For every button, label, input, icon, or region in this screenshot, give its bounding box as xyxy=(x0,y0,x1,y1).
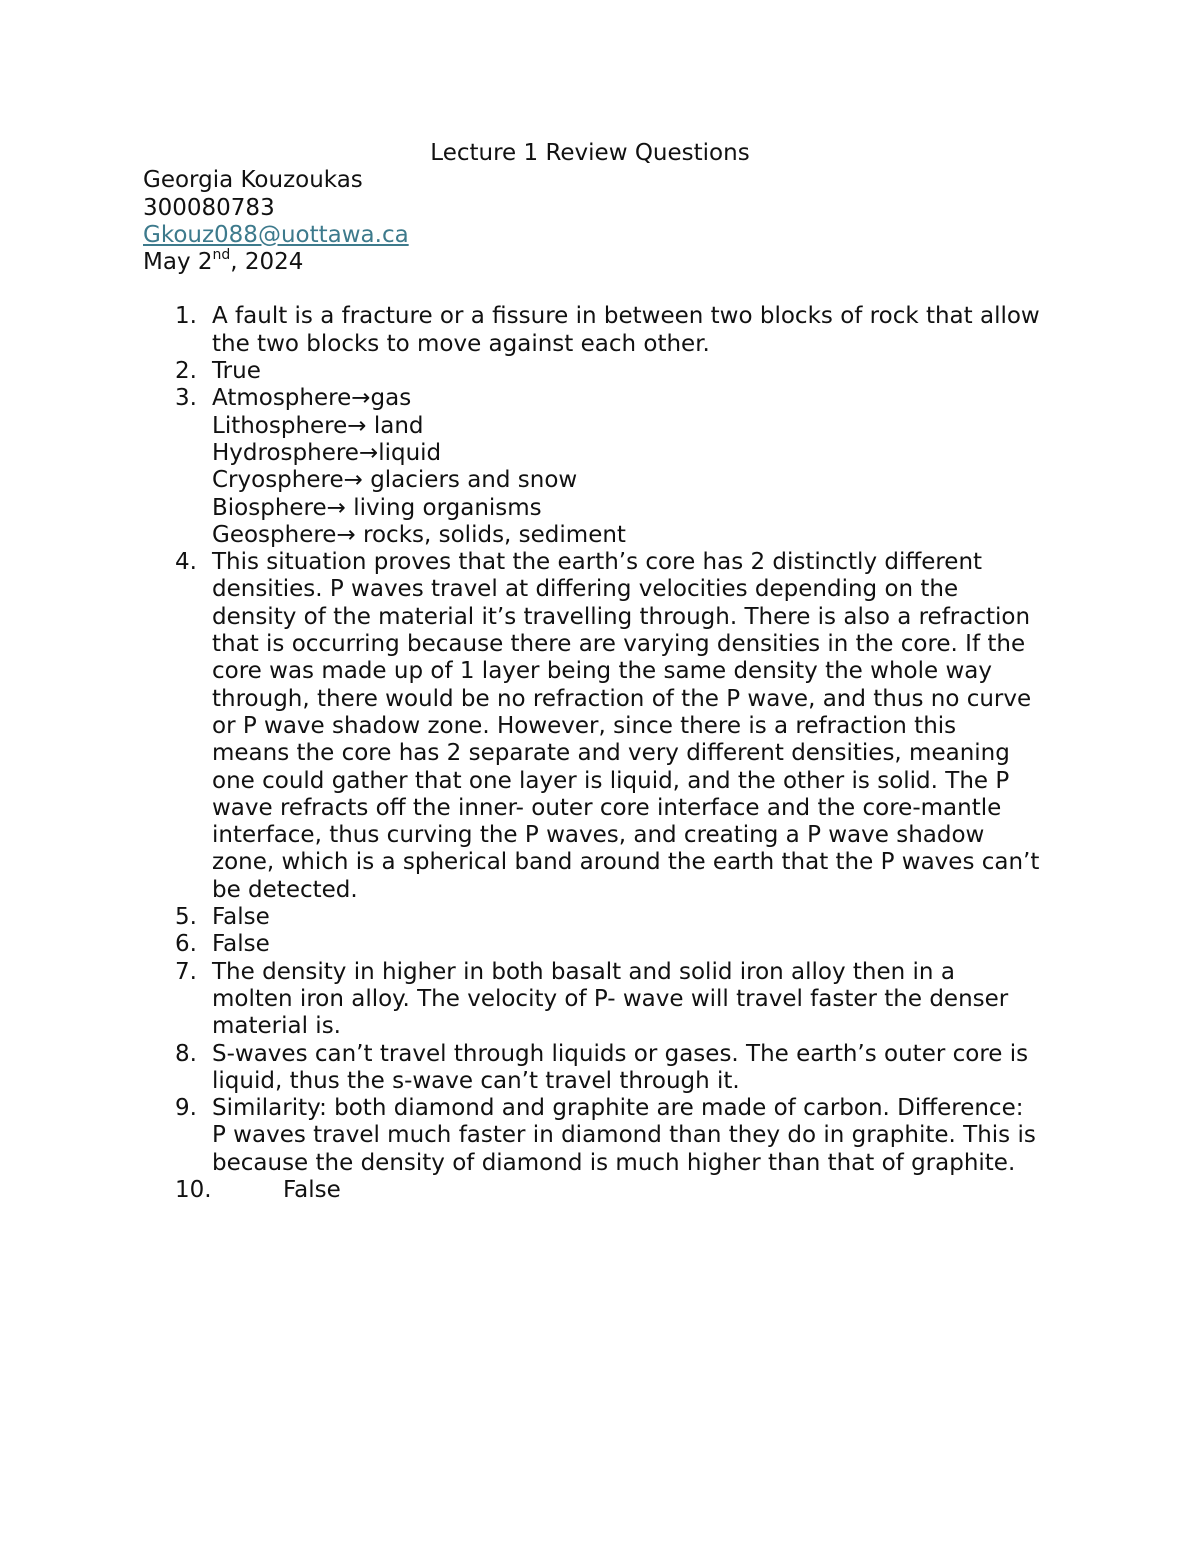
answer-number: 9. xyxy=(175,1095,197,1122)
answer-line: through, there would be no refraction of the P wave, and thus no curve xyxy=(212,685,1032,712)
answer-text xyxy=(212,549,1063,904)
answer-text xyxy=(212,1095,1063,1177)
student-name: Georgia Kouzoukas xyxy=(143,167,363,194)
answer-number: 10. xyxy=(175,1176,212,1203)
answer-item xyxy=(143,358,1063,385)
answer-line: or P wave shadow zone. However, since there is a refraction this xyxy=(212,712,957,739)
answer-line: Hydrosphere→liquid xyxy=(212,439,442,466)
answer-line: liquid, thus the s-wave can’t travel through it. xyxy=(212,1067,740,1094)
answer-text xyxy=(212,1041,1063,1096)
answer-line: Cryosphere→ glaciers and snow xyxy=(212,467,578,494)
email-link[interactable]: Gkouz088@uottawa.ca xyxy=(143,221,409,248)
student-number: 300080783 xyxy=(143,194,275,221)
document-page xyxy=(143,140,1063,1204)
answer-item xyxy=(143,959,1063,1041)
answer-line: the two blocks to move against each other. xyxy=(212,330,710,357)
answer-item xyxy=(143,931,1063,958)
answer-line: Geosphere→ rocks, solids, sediment xyxy=(212,521,626,548)
answer-line: Similarity: both diamond and graphite are made of carbon. Difference: xyxy=(212,1095,1024,1122)
answer-text xyxy=(212,1177,1063,1204)
document-title: Lecture 1 Review Questions xyxy=(430,140,750,166)
answer-number: 6. xyxy=(175,931,197,958)
answer-line: False xyxy=(212,904,270,931)
answer-line: Biosphere→ living organisms xyxy=(212,494,542,521)
answer-text xyxy=(212,358,1063,385)
answer-number: 5. xyxy=(175,904,197,931)
answer-text xyxy=(212,904,1063,931)
answer-line: density of the material it’s travelling through. There is also a refraction xyxy=(212,603,1031,630)
answer-item xyxy=(143,1095,1063,1177)
answer-line: Lithosphere→ land xyxy=(212,412,424,439)
answer-line: molten iron alloy. The velocity of P- wave will travel faster the denser xyxy=(212,985,1009,1012)
answer-line: This situation proves that the earth’s core has 2 distinctly different xyxy=(212,549,983,576)
answer-text xyxy=(212,931,1063,958)
answer-line: True xyxy=(212,358,261,385)
date-superscript: nd xyxy=(212,246,231,263)
answer-number: 1. xyxy=(175,303,197,330)
answer-line: because the density of diamond is much higher than that of graphite. xyxy=(212,1149,1016,1176)
answer-item xyxy=(143,303,1063,358)
answer-number: 7. xyxy=(175,958,197,985)
answer-line: S-waves can’t travel through liquids or gases. The earth’s outer core is xyxy=(212,1040,1029,1067)
answer-text xyxy=(212,385,1063,549)
answer-item xyxy=(143,385,1063,549)
answer-line: interface, thus curving the P waves, and creating a P wave shadow xyxy=(212,822,985,849)
answer-number: 3. xyxy=(175,385,197,412)
answer-line: densities. P waves travel at differing velocities depending on the xyxy=(212,576,959,603)
answer-line: be detected. xyxy=(212,876,358,903)
answer-line: material is. xyxy=(212,1013,341,1040)
answer-line: that is occurring because there are varying densities in the core. If the xyxy=(212,631,1026,658)
date-prefix: May 2 xyxy=(143,249,213,276)
answer-line: The density in higher in both basalt and solid iron alloy then in a xyxy=(212,958,955,985)
answer-text xyxy=(212,959,1063,1041)
answer-line: zone, which is a spherical band around the earth that the P waves can’t xyxy=(212,849,1040,876)
email-line xyxy=(143,222,1063,249)
answer-number: 8. xyxy=(175,1040,197,1067)
answer-number: 4. xyxy=(175,549,197,576)
answer-item xyxy=(143,904,1063,931)
answer-line: core was made up of 1 layer being the same density the whole way xyxy=(212,658,992,685)
answer-item xyxy=(143,549,1063,904)
answer-line: False xyxy=(212,931,270,958)
answer-item xyxy=(143,1177,1063,1204)
answer-line: Atmosphere→gas xyxy=(212,385,412,412)
answers-list xyxy=(143,303,1063,1204)
answer-number: 2. xyxy=(175,358,197,385)
date-suffix: , 2024 xyxy=(230,249,304,276)
answer-line: one could gather that one layer is liquid, and the other is solid. The P xyxy=(212,767,1010,794)
answer-item xyxy=(143,1041,1063,1096)
answer-text xyxy=(212,303,1063,358)
answer-line: False xyxy=(283,1176,341,1203)
answer-line: wave refracts off the inner- outer core interface and the core-mantle xyxy=(212,794,1002,821)
answer-line: P waves travel much faster in diamond than they do in graphite. This is xyxy=(212,1122,1036,1149)
answer-line: means the core has 2 separate and very different densities, meaning xyxy=(212,740,1010,767)
answer-line: A fault is a fracture or a fissure in between two blocks of rock that allow xyxy=(212,303,1040,330)
document-date xyxy=(143,246,1063,276)
